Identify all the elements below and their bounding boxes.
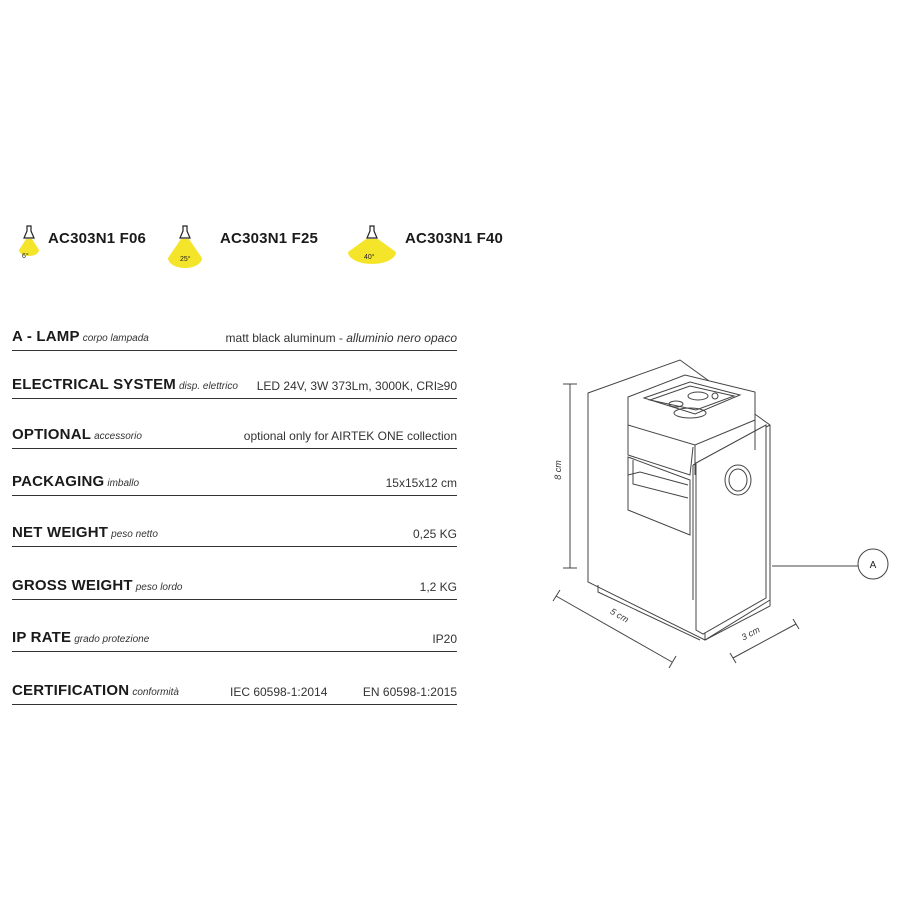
- beam-angle: 6°: [22, 253, 29, 260]
- spec-value: optional only for AIRTEK ONE collection: [243, 429, 457, 443]
- spec-lamp: [12, 326, 457, 351]
- spec-label: A - LAMP: [12, 328, 80, 345]
- spec-value: 1,2 KG: [419, 580, 457, 594]
- variant-code: AC303N1 F25: [220, 230, 319, 247]
- callout-label: A: [869, 560, 877, 571]
- spec-label: IP RATE: [12, 629, 72, 646]
- spec-label: PACKAGING: [12, 473, 105, 490]
- spec-gross-weight: [12, 575, 457, 600]
- spec-value: matt black aluminum -: [225, 331, 347, 345]
- beam-40-icon: [348, 222, 408, 292]
- technical-drawing: [540, 350, 890, 680]
- spec-sublabel: conformità: [132, 687, 179, 698]
- variant-code: AC303N1 F06: [48, 230, 147, 247]
- spec-ip-rate: [12, 627, 457, 652]
- spec-sublabel: disp. elettrico: [178, 381, 238, 392]
- spec-packaging: [12, 471, 457, 496]
- spec-label: NET WEIGHT: [12, 524, 109, 541]
- spec-value: IP20: [432, 632, 457, 646]
- spec-net-weight: [12, 522, 457, 547]
- spec-sublabel: grado protezione: [74, 634, 150, 645]
- spec-value: 0,25 KG: [412, 527, 457, 541]
- spec-label: ELECTRICAL SYSTEM: [12, 376, 176, 393]
- spec-label: CERTIFICATION: [12, 682, 130, 699]
- spec-value: LED 24V, 3W 373Lm, 3000K, CRI≥90: [256, 379, 457, 393]
- depth-dimension: 3 cm: [739, 624, 762, 643]
- spec-sublabel: imballo: [107, 478, 140, 489]
- spec-sublabel: peso lordo: [135, 582, 183, 593]
- beam-6-icon: [14, 222, 48, 270]
- variant-code: AC303N1 F40: [405, 230, 504, 247]
- spec-certification: [12, 680, 457, 705]
- spec-sublabel: corpo lampada: [82, 333, 149, 344]
- beam-angle: 25°: [180, 256, 191, 263]
- spec-value-iec: IEC 60598-1:2014: [230, 685, 328, 699]
- width-dimension: 5 cm: [608, 606, 631, 625]
- spec-value-en: EN 60598-1:2015: [362, 685, 457, 699]
- spec-value: 15x15x12 cm: [385, 476, 457, 490]
- spec-value-italic: alluminio nero opaco: [346, 331, 457, 345]
- spec-sublabel: peso netto: [111, 529, 158, 540]
- height-dimension: 8 cm: [553, 460, 563, 480]
- spec-optional: [12, 424, 457, 449]
- spec-electrical: [12, 374, 457, 399]
- beam-25-icon: [166, 222, 216, 282]
- spec-label: GROSS WEIGHT: [12, 577, 133, 594]
- spec-label: OPTIONAL: [12, 426, 92, 443]
- spec-sublabel: accessorio: [94, 431, 142, 442]
- beam-angle: 40°: [364, 254, 375, 261]
